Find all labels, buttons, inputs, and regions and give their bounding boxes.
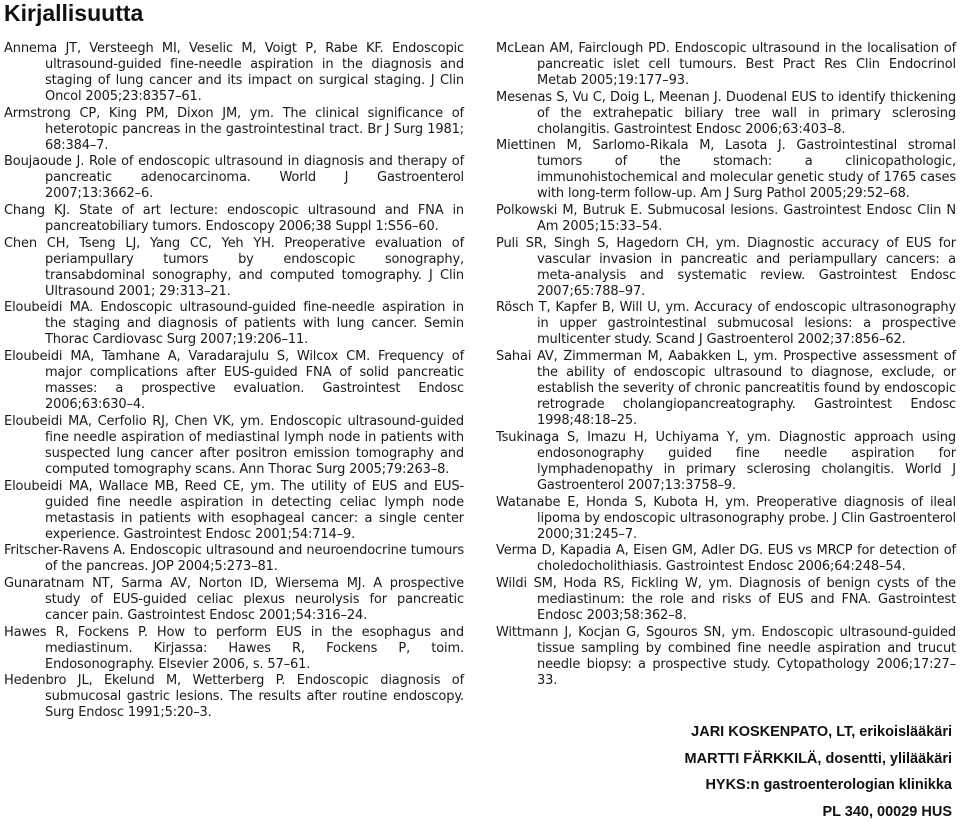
references-right-column xyxy=(496,41,956,689)
reference-item: Eloubeidi MA, Cerfolio RJ, Chen VK, ym. Endoscopic ultrasound-guided fine needle aspiration of mediastinal lymph node in patients with suspected lung cancer after positron emission tomography and computed tomography scans. Ann Thorac Surg 2005;79:263–8. xyxy=(4,414,464,478)
reference-item: Eloubeidi MA, Tamhane A, Varadarajulu S, Wilcox CM. Frequency of major complications after EUS-guided FNA of solid pancreatic masses: a prospective evaluation. Gastrointest Endosc 2006;63:630–4. xyxy=(4,349,464,413)
reference-item: McLean AM, Fairclough PD. Endoscopic ultrasound in the localisation of pancreatic islet cell tumours. Best Pract Res Clin Endocrinol Metab 2005;19:177–93. xyxy=(496,41,956,89)
reference-item: Puli SR, Singh S, Hagedorn CH, ym. Diagnostic accuracy of EUS for vascular invasion in pancreatic and periampullary cancers: a meta-analysis and systematic review. Gastrointest Endosc 2007;65:788–97. xyxy=(496,236,956,300)
page-title: Kirjallisuutta xyxy=(4,0,143,26)
author-line-1: JARI KOSKENPATO, LT, erikoislääkäri xyxy=(685,719,952,746)
reference-item: Sahai AV, Zimmerman M, Aabakken L, ym. Prospective assessment of the ability of endoscopic ultrasound to diagnose, exclude, or establish the severity of chronic pancreatitis found by endoscopic retrograde cholangiopancreatography. Gastrointest Endosc 1998;48:18–25. xyxy=(496,349,956,429)
reference-item: Watanabe E, Honda S, Kubota H, ym. Preoperative diagnosis of ileal lipoma by endoscopic ultrasonography probe. J Clin Gastroenterol 2000;31:245–7. xyxy=(496,495,956,543)
reference-item: Chang KJ. State of art lecture: endoscopic ultrasound and FNA in pancreatobiliary tumors. Endoscopy 2006;38 Suppl 1:S56–60. xyxy=(4,203,464,235)
reference-item: Mesenas S, Vu C, Doig L, Meenan J. Duodenal EUS to identify thickening of the extrahepatic biliary tree wall in primary sclerosing cholangitis. Gastrointest Endosc 2006;63:403–8. xyxy=(496,90,956,138)
reference-item: Armstrong CP, King PM, Dixon JM, ym. The clinical significance of heterotopic pancreas in the gastrointestinal tract. Br J Surg 1981; 68:384–7. xyxy=(4,106,464,154)
reference-item: Eloubeidi MA, Wallace MB, Reed CE, ym. The utility of EUS and EUS-guided fine needle aspiration in detecting celiac lymph node metastasis in patients with esophageal cancer: a single center experience. Gastrointest Endosc 2001;54:714–9. xyxy=(4,479,464,543)
reference-item: Rösch T, Kapfer B, Will U, ym. Accuracy of endoscopic ultrasonography in upper gastrointestinal submucosal lesions: a prospective multicenter study. Scand J Gastroenterol 2002;37:856–62. xyxy=(496,300,956,348)
reference-item: Gunaratnam NT, Sarma AV, Norton ID, Wiersema MJ. A prospective study of EUS-guided celiac plexus neurolysis for pancreatic cancer pain. Gastrointest Endosc 2001;54:316–24. xyxy=(4,576,464,624)
author-line-2: MARTTI FÄRKKILÄ, dosentti, ylilääkäri xyxy=(685,746,952,773)
reference-item: Boujaoude J. Role of endoscopic ultrasound in diagnosis and therapy of pancreatic adenocarcinoma. World J Gastroenterol 2007;13:3662–6. xyxy=(4,154,464,202)
author-block xyxy=(685,719,952,825)
reference-item: Fritscher-Ravens A. Endoscopic ultrasound and neuroendocrine tumours of the pancreas. JOP 2004;5:273–81. xyxy=(4,543,464,575)
reference-item: Hawes R, Fockens P. How to perform EUS in the esophagus and mediastinum. Kirjassa: Hawes R, Fockens P, toim. Endosonography. Elsevier 2006, s. 57–61. xyxy=(4,625,464,673)
reference-item: Wittmann J, Kocjan G, Sgouros SN, ym. Endoscopic ultrasound-guided tissue sampling by combined fine needle aspiration and trucut needle biopsy: a prospective study. Cytopathology 2006;17:27–33. xyxy=(496,625,956,689)
reference-item: Miettinen M, Sarlomo-Rikala M, Lasota J. Gastrointestinal stromal tumors of the stomach: a clinicopathologic, immunohistochemical and molecular genetic study of 1765 cases with long-term follow-up. Am J Surg Pathol 2005;29:52–68. xyxy=(496,138,956,202)
reference-item: Verma D, Kapadia A, Eisen GM, Adler DG. EUS vs MRCP for detection of choledocholithiasis. Gastrointest Endosc 2006;64:248–54. xyxy=(496,543,956,575)
reference-item: Wildi SM, Hoda RS, Fickling W, ym. Diagnosis of benign cysts of the mediastinum: the role and risks of EUS and FNA. Gastrointest Endosc 2003;58:362–8. xyxy=(496,576,956,624)
reference-item: Polkowski M, Butruk E. Submucosal lesions. Gastrointest Endosc Clin N Am 2005;15:33–54. xyxy=(496,203,956,235)
reference-item: Chen CH, Tseng LJ, Yang CC, Yeh YH. Preoperative evaluation of periampullary tumors by endoscopic sonography, transabdominal sonography, and computed tomography. J Clin Ultrasound 2001; 29:313–21. xyxy=(4,236,464,300)
author-affiliation: HYKS:n gastroenterologian klinikka xyxy=(685,772,952,799)
reference-item: Annema JT, Versteegh MI, Veselic M, Voigt P, Rabe KF. Endoscopic ultrasound-guided fine-needle aspiration in the diagnosis and staging of lung cancer and its impact on surgical staging. J Clin Oncol 2005;23:8357–61. xyxy=(4,41,464,105)
reference-item: Eloubeidi MA. Endoscopic ultrasound-guided fine-needle aspiration in the staging and diagnosis of patients with lung cancer. Semin Thorac Cardiovasc Surg 2007;19:206–11. xyxy=(4,300,464,348)
references-left-column xyxy=(4,41,464,722)
reference-item: Hedenbro JL, Ekelund M, Wetterberg P. Endoscopic diagnosis of submucosal gastric lesions. The results after routine endoscopy. Surg Endosc 1991;5:20–3. xyxy=(4,673,464,721)
author-address: PL 340, 00029 HUS xyxy=(685,799,952,825)
reference-item: Tsukinaga S, Imazu H, Uchiyama Y, ym. Diagnostic approach using endosonography guided fine needle aspiration for lymphadenopathy in primary sclerosing cholangitis. World J Gastroenterol 2007;13:3758–9. xyxy=(496,430,956,494)
